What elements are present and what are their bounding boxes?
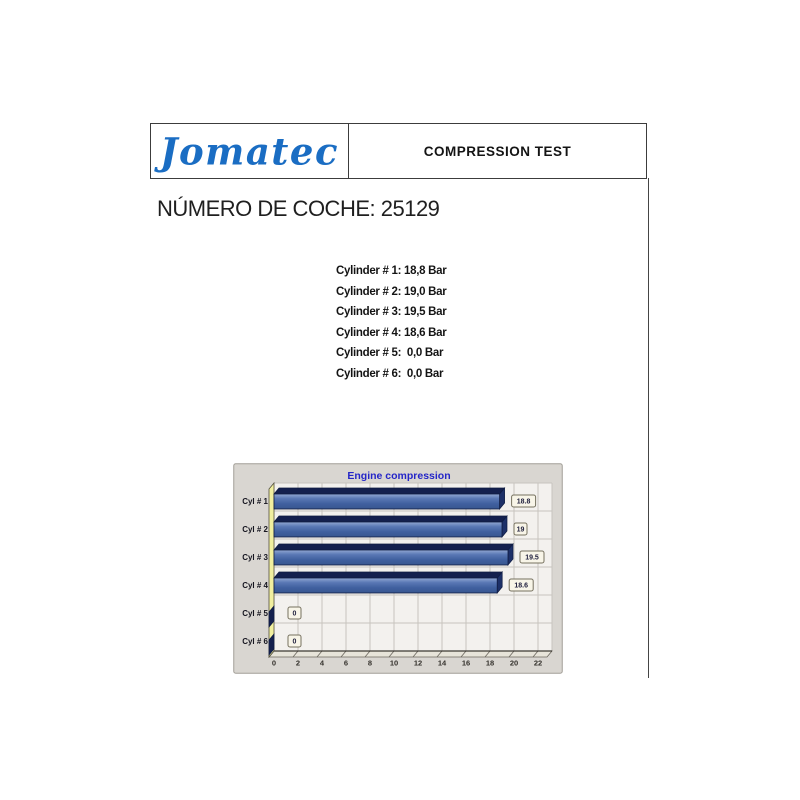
page-right-border-line <box>648 178 650 678</box>
reading-line-6: Cylinder # 6: 0,0 Bar <box>336 367 444 380</box>
bar-cyl3 <box>242 544 544 565</box>
reading-line-1: Cylinder # 1: 18,8 Bar <box>336 265 447 277</box>
car-number-line: NÚMERO DE COCHE: 25129 <box>157 196 440 221</box>
value-label: 19.5 <box>525 554 539 562</box>
category-label: Cyl # 1 <box>242 497 268 506</box>
svg-text:12: 12 <box>413 658 423 668</box>
axis-wall <box>269 483 274 657</box>
report-title: COMPRESSION TEST <box>423 143 572 159</box>
svg-text:22: 22 <box>533 658 543 668</box>
value-label: 18.8 <box>516 498 531 506</box>
svg-text:14: 14 <box>437 658 447 668</box>
category-label: Cyl # 5 <box>242 609 268 618</box>
header-table <box>150 123 647 179</box>
svg-text:18: 18 <box>485 658 495 668</box>
svg-text:6: 6 <box>343 658 349 668</box>
reading-line-4: Cylinder # 4: 18,6 Bar <box>336 326 447 339</box>
svg-text:0: 0 <box>271 658 277 668</box>
value-label: 0 <box>292 638 297 646</box>
bar-cyl4 <box>242 572 533 593</box>
svg-text:16: 16 <box>461 658 471 668</box>
category-label: Cyl # 3 <box>242 553 268 562</box>
svg-text:4: 4 <box>319 658 325 668</box>
bar-cyl2 <box>242 516 527 537</box>
value-label: 18.6 <box>514 582 529 590</box>
category-label: Cyl # 6 <box>242 637 268 646</box>
header-title-cell <box>349 124 646 178</box>
svg-text:8: 8 <box>367 658 373 668</box>
engine-compression-chart <box>233 463 563 674</box>
logo-cell <box>151 124 349 178</box>
chart-svg <box>233 463 563 674</box>
jomatec-logo: Jomatec <box>160 128 339 174</box>
chart-title: Engine compression <box>347 470 451 482</box>
reading-line-5: Cylinder # 5: 0,0 Bar <box>336 347 444 359</box>
reading-line-3: Cylinder # 3: 19,5 Bar <box>336 306 447 318</box>
category-label: Cyl # 4 <box>242 581 268 590</box>
svg-text:20: 20 <box>509 658 519 668</box>
reading-line-2: Cylinder # 2: 19,0 Bar <box>336 285 447 298</box>
svg-text:10: 10 <box>389 658 399 668</box>
bar-cyl1 <box>242 488 535 509</box>
value-label: 0 <box>292 610 297 618</box>
cylinder-readings-list <box>336 261 446 384</box>
value-label: 19 <box>516 526 525 534</box>
svg-text:2: 2 <box>295 658 301 668</box>
category-label: Cyl # 2 <box>242 525 268 534</box>
